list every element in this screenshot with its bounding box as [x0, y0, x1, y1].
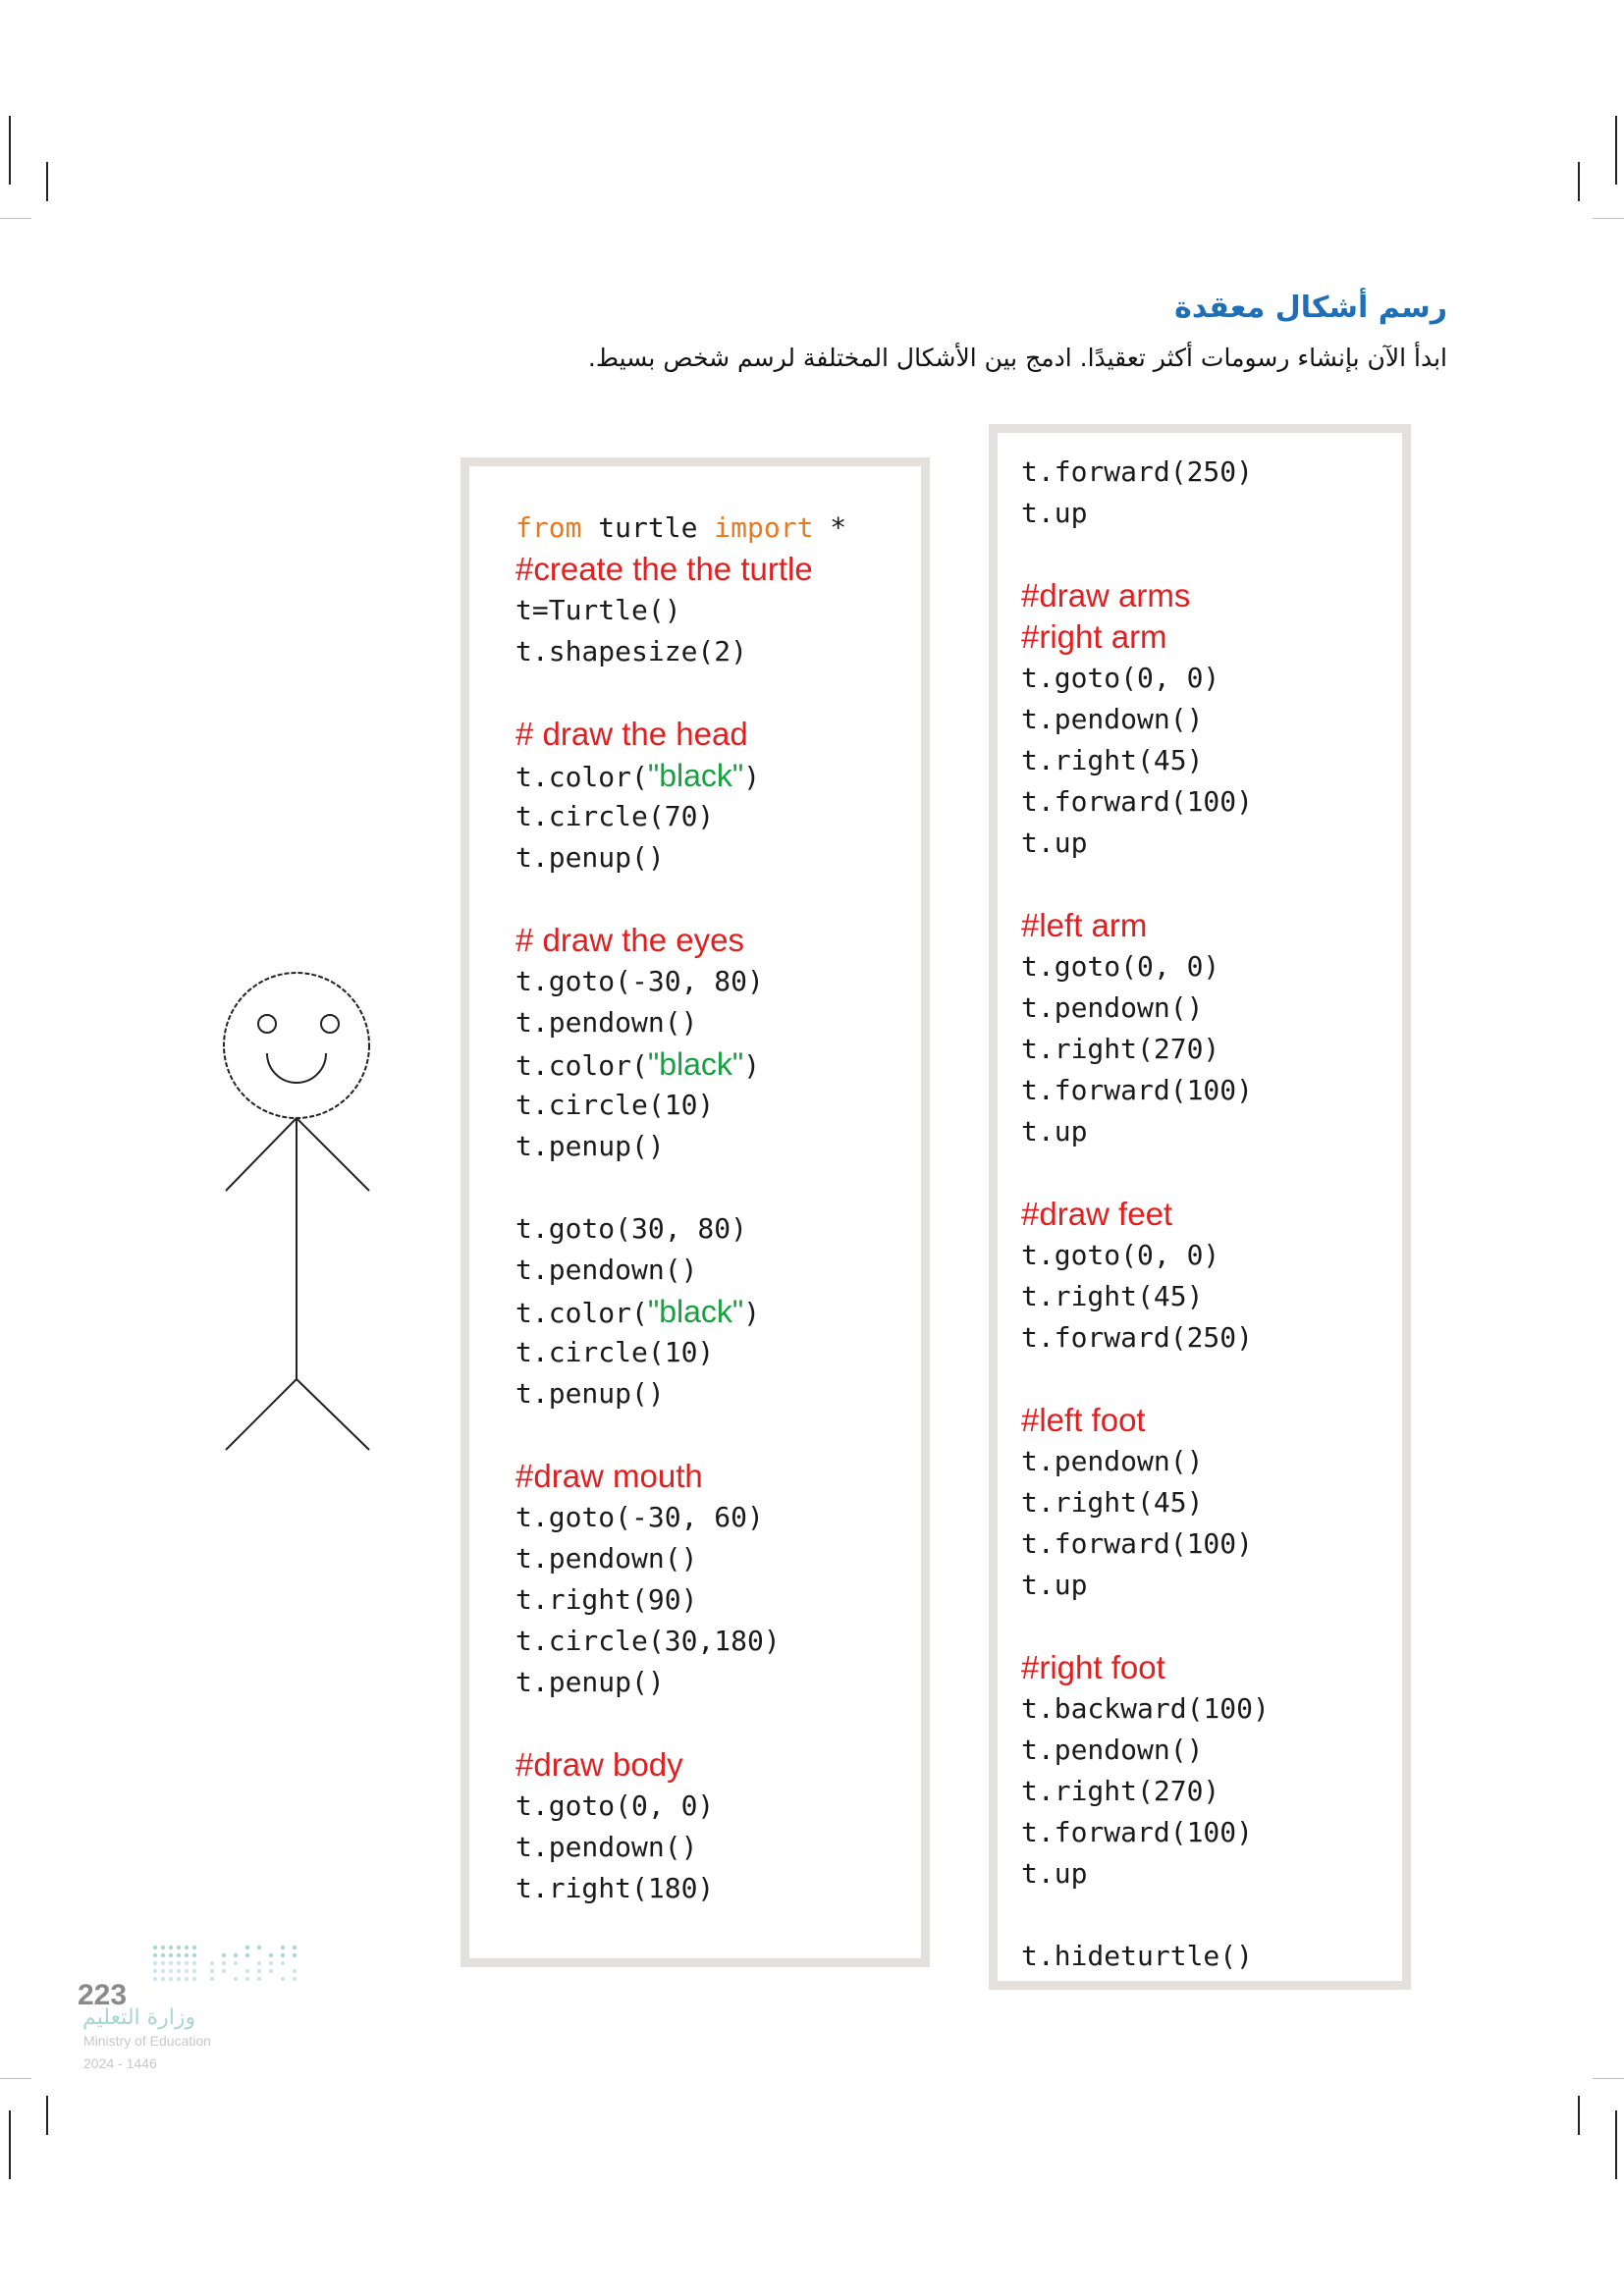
code-line — [1021, 988, 1203, 1029]
logo-dot — [177, 1953, 181, 1957]
code-line — [515, 1662, 665, 1703]
code-line — [515, 590, 681, 631]
logo-dot — [161, 1946, 165, 1949]
logo-dot — [257, 1969, 261, 1973]
logo-dot — [192, 1946, 196, 1949]
code-text: ) — [743, 1049, 761, 1082]
logo-dot — [192, 1969, 196, 1973]
code-line — [1021, 1565, 1087, 1606]
logo-dot — [185, 1946, 189, 1949]
code-string: "black" — [647, 1294, 744, 1329]
stick-figure-illustration — [216, 967, 383, 1453]
code-line — [1021, 658, 1219, 699]
code-text: t.shapesize(2) — [515, 635, 748, 667]
logo-dot — [222, 1953, 226, 1957]
code-text: t.goto(0, 0) — [1021, 662, 1220, 694]
crop-mark — [1578, 162, 1580, 201]
code-text: turtle — [581, 511, 715, 544]
logo-dot — [177, 1961, 181, 1965]
logo-dot — [281, 1961, 285, 1965]
code-line — [1021, 1936, 1253, 1977]
code-comment: #draw body — [515, 1746, 683, 1783]
code-text: t.circle(70) — [515, 800, 715, 832]
code-text: t.circle(30,180) — [515, 1625, 781, 1657]
logo-dot — [153, 1953, 157, 1957]
code-text: t.forward(100) — [1021, 1074, 1254, 1106]
logo-dot — [185, 1961, 189, 1965]
logo-dot — [222, 1961, 226, 1965]
code-keyword: from — [515, 511, 582, 544]
code-line — [515, 1497, 764, 1538]
code-text: t.goto(-30, 80) — [515, 965, 764, 997]
code-text: t.goto(0, 0) — [515, 1789, 715, 1822]
code-text: t.pendown() — [515, 1006, 698, 1039]
logo-dot — [269, 1953, 273, 1957]
logo-dot — [257, 1946, 261, 1949]
crop-mark — [1593, 218, 1624, 219]
code-line — [515, 1786, 714, 1827]
code-comment: # draw the head — [515, 716, 748, 752]
code-line — [515, 1085, 714, 1126]
ministry-name-arabic: وزارة التعليم — [82, 2005, 196, 2030]
code-line — [1021, 1235, 1219, 1276]
code-comment: #right foot — [1021, 1649, 1165, 1685]
code-text: t.backward(100) — [1021, 1692, 1270, 1725]
right-arm — [297, 1118, 369, 1191]
left-leg — [226, 1379, 297, 1450]
code-panel-right — [989, 424, 1411, 1990]
crop-mark — [1615, 116, 1617, 185]
code-text: * — [813, 511, 847, 544]
code-text: t.up — [1021, 497, 1088, 529]
code-text: t.pendown() — [1021, 1445, 1204, 1477]
logo-dot — [234, 1977, 238, 1981]
logo-dot — [281, 1977, 285, 1981]
code-line — [515, 1043, 760, 1085]
logo-dot — [192, 1953, 196, 1957]
logo-dot — [153, 1969, 157, 1973]
logo-dot — [245, 1946, 249, 1949]
code-text: t.color( — [515, 761, 648, 793]
code-text: t.circle(10) — [515, 1089, 715, 1121]
code-comment: #right arm — [1021, 618, 1167, 655]
code-text: t.penup() — [515, 1130, 665, 1162]
code-text: t.penup() — [515, 841, 665, 874]
code-line — [1021, 946, 1219, 988]
code-line — [1021, 1482, 1203, 1523]
page-number: 223 — [78, 1979, 128, 2011]
code-text: t.pendown() — [515, 1831, 698, 1863]
code-line — [515, 1373, 665, 1415]
code-text: t.color( — [515, 1297, 648, 1329]
code-text: t.hideturtle() — [1021, 1940, 1254, 1972]
crop-mark — [46, 162, 48, 201]
logo-dot — [169, 1977, 173, 1981]
crop-mark — [1578, 2096, 1580, 2135]
code-keyword: import — [714, 511, 814, 544]
code-line — [1021, 1812, 1253, 1853]
code-text: t.forward(100) — [1021, 1816, 1254, 1848]
crop-mark — [1593, 2078, 1624, 2079]
logo-dot — [161, 1961, 165, 1965]
code-text: t.circle(10) — [515, 1336, 715, 1368]
ministry-name-english: Ministry of Education — [83, 2033, 211, 2049]
code-text: t.up — [1021, 1115, 1088, 1148]
code-text: t.right(45) — [1021, 1280, 1204, 1312]
code-line — [1021, 1688, 1270, 1730]
code-text: t.penup() — [515, 1666, 665, 1698]
crop-mark — [9, 116, 11, 185]
crop-mark — [9, 2110, 11, 2179]
logo-dot — [153, 1961, 157, 1965]
logo-dot — [210, 1961, 214, 1965]
code-line — [1021, 1730, 1203, 1771]
logo-dot — [192, 1961, 196, 1965]
logo-dot — [269, 1969, 273, 1973]
code-text: t.forward(250) — [1021, 1321, 1254, 1354]
code-line — [1021, 740, 1203, 781]
code-comment: #left foot — [1021, 1402, 1146, 1438]
logo-dot — [281, 1946, 285, 1949]
left-arm — [226, 1118, 297, 1191]
ministry-year: 2024 - 1446 — [83, 2056, 157, 2071]
code-line — [515, 1002, 697, 1043]
code-line — [1021, 1070, 1253, 1111]
code-line — [515, 1579, 697, 1621]
code-line — [515, 631, 747, 672]
code-text: t.pendown() — [515, 1542, 698, 1575]
code-line — [1021, 452, 1253, 493]
code-line — [1021, 1523, 1253, 1565]
intro-text: ابدأ الآن بإنشاء رسومات أكثر تعقيدًا. ادمج بين الأشكال المختلفة لرسم شخص بسيط. — [587, 344, 1447, 372]
code-text: t.up — [1021, 1569, 1088, 1601]
code-text: t.penup() — [515, 1377, 665, 1410]
code-line — [1021, 1441, 1203, 1482]
code-line — [515, 1291, 760, 1332]
logo-dot — [269, 1961, 273, 1965]
code-line — [515, 755, 760, 796]
logo-dot — [234, 1961, 238, 1965]
code-text: t=Turtle() — [515, 594, 681, 626]
code-text: t.up — [1021, 827, 1088, 859]
ministry-logo-icon — [152, 1942, 299, 1991]
code-text: t.goto(30, 80) — [515, 1212, 748, 1245]
code-line — [515, 1868, 714, 1909]
logo-dot — [234, 1953, 238, 1957]
code-text: t.pendown() — [1021, 703, 1204, 735]
code-comment: #draw mouth — [515, 1458, 703, 1494]
code-panel-left — [460, 457, 930, 1967]
code-string: "black" — [647, 758, 744, 793]
code-line — [515, 507, 846, 549]
code-line — [1021, 493, 1087, 534]
logo-dot — [293, 1969, 297, 1973]
code-line — [1021, 1771, 1219, 1812]
logo-dot — [257, 1977, 261, 1981]
code-text: t.goto(0, 0) — [1021, 950, 1220, 983]
code-line — [1021, 1029, 1219, 1070]
code-line — [1021, 699, 1203, 740]
head-circle — [224, 973, 369, 1118]
logo-dot — [293, 1953, 297, 1957]
code-text: t.right(180) — [515, 1872, 715, 1904]
code-line — [515, 1126, 665, 1167]
logo-dot — [153, 1946, 157, 1949]
crop-mark — [0, 2078, 31, 2079]
logo-dot — [293, 1946, 297, 1949]
right-leg — [297, 1379, 369, 1450]
logo-dot — [245, 1977, 249, 1981]
logo-dot — [222, 1969, 226, 1973]
logo-dot — [192, 1977, 196, 1981]
logo-dot — [210, 1977, 214, 1981]
code-line — [1021, 1276, 1203, 1317]
logo-dot — [169, 1953, 173, 1957]
crop-mark — [46, 2096, 48, 2135]
code-line — [1021, 1111, 1087, 1152]
logo-dot — [281, 1953, 285, 1957]
code-comment: #draw feet — [1021, 1196, 1173, 1232]
code-text: t.right(90) — [515, 1583, 698, 1616]
code-line — [515, 1208, 747, 1250]
logo-dot — [293, 1977, 297, 1981]
logo-dot — [169, 1969, 173, 1973]
code-text: t.right(45) — [1021, 744, 1204, 776]
code-text: t.pendown() — [515, 1254, 698, 1286]
logo-dot — [245, 1969, 249, 1973]
code-comment: #create the the turtle — [515, 551, 813, 587]
logo-dot — [153, 1977, 157, 1981]
code-text: ) — [743, 1297, 761, 1329]
code-text: t.goto(-30, 60) — [515, 1501, 764, 1533]
code-line — [1021, 1853, 1087, 1895]
logo-dot — [257, 1961, 261, 1965]
code-text: t.up — [1021, 1857, 1088, 1890]
code-line — [515, 837, 665, 879]
code-text: t.pendown() — [1021, 991, 1204, 1024]
code-text: t.pendown() — [1021, 1734, 1204, 1766]
crop-mark — [1615, 2110, 1617, 2179]
code-text: t.forward(250) — [1021, 455, 1254, 488]
logo-dot — [177, 1946, 181, 1949]
code-text: t.color( — [515, 1049, 648, 1082]
logo-dot — [185, 1977, 189, 1981]
code-line — [1021, 781, 1253, 823]
left-eye — [258, 1015, 276, 1033]
logo-dot — [210, 1969, 214, 1973]
logo-dot — [161, 1953, 165, 1957]
code-text: t.right(45) — [1021, 1486, 1204, 1519]
code-comment: #draw arms — [1021, 577, 1191, 614]
logo-dot — [185, 1953, 189, 1957]
code-line — [1021, 1317, 1253, 1359]
section-title: رسم أشكال معقدة — [1174, 291, 1447, 325]
logo-dot — [245, 1953, 249, 1957]
logo-dot — [161, 1977, 165, 1981]
code-line — [515, 1827, 697, 1868]
logo-dot — [169, 1961, 173, 1965]
code-line — [1021, 823, 1087, 864]
code-line — [515, 1621, 781, 1662]
code-text: t.right(270) — [1021, 1033, 1220, 1065]
code-text: t.right(270) — [1021, 1775, 1220, 1807]
logo-dot — [177, 1977, 181, 1981]
code-line — [515, 961, 764, 1002]
mouth — [267, 1053, 326, 1083]
code-line — [515, 1538, 697, 1579]
code-line — [515, 1250, 697, 1291]
code-text: t.goto(0, 0) — [1021, 1239, 1220, 1271]
logo-dot — [161, 1969, 165, 1973]
code-comment: # draw the eyes — [515, 922, 744, 958]
code-line — [515, 1332, 714, 1373]
code-text: t.forward(100) — [1021, 1527, 1254, 1560]
code-comment: #left arm — [1021, 907, 1148, 943]
crop-mark — [0, 218, 31, 219]
logo-dot — [177, 1969, 181, 1973]
code-line — [515, 796, 714, 837]
code-text: ) — [743, 761, 761, 793]
code-text: t.forward(100) — [1021, 785, 1254, 818]
code-string: "black" — [647, 1046, 744, 1082]
logo-dot — [185, 1969, 189, 1973]
right-eye — [321, 1015, 339, 1033]
logo-dot — [169, 1946, 173, 1949]
